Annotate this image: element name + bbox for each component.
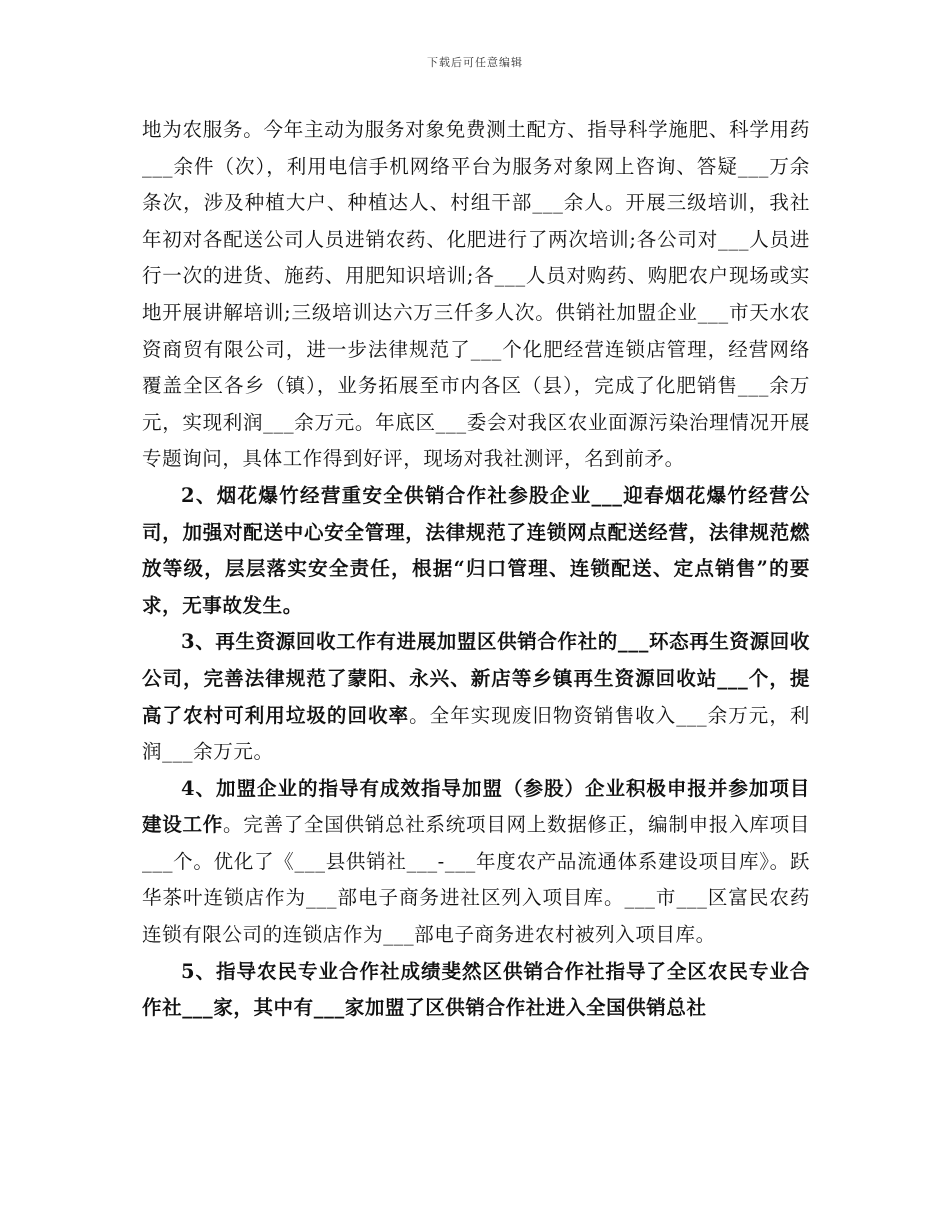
page-header-note: 下载后可任意编辑 [427, 56, 523, 69]
paragraph-1 [142, 112, 810, 478]
paragraph-2-heading: 2、烟花爆竹经营重安全供销合作社参股企业___迎春烟花爆竹经营公司，加强对配送中心安全管理，法律规范了连锁网点配送经营，法律规范燃放等级，层层落实安全责任，根据“归口管理、连锁配送、定点销售”的要求，无事故发生。 [142, 483, 810, 617]
paragraph-4-heading: 4、加盟企业的指导有成效指导加盟（参股）企业积极申报并参加项目建设工作 [142, 776, 810, 837]
paragraph-4 [142, 771, 810, 954]
paragraph-5-heading: 5、指导农民专业合作社成绩斐然区供销合作社指导了全区农民专业合作社___家，其中有___家加盟了区供销合作社进入全国供销总社 [142, 959, 810, 1020]
paragraph-5 [142, 954, 810, 1027]
paragraph-3 [142, 624, 810, 770]
paragraph-1-text: 地为农服务。今年主动为服务对象免费测土配方、指导科学施肥、科学用药___余件（次），利用电信手机网络平台为服务对象网上咨询、答疑___万余条次，涉及种植大户、种植达人、村组干部___余人。开展三级培训，我社年初对各配送公司人员进销农药、化肥进行了两次培训;各公司对___人员进行一次的进货、施药、用肥知识培训;各___人员对购药、购肥农户现场或实地开展讲解培训;三级培训达六万三仟多人次。供销社加盟企业___市天水农资商贸有限公司，进一步法律规范了___个化肥经营连锁店管理，经营网络覆盖全区各乡（镇），业务拓展至市内各区（县），完成了化肥销售___余万元，实现利润___余万元。年底区___委会对我区农业面源污染治理情况开展专题询问，具体工作得到好评，现场对我社测评，名到前矛。 [142, 118, 810, 471]
paragraph-3-text: 。全年实现废旧物资销售收入___余万元，利润___余万元。 [142, 703, 810, 764]
paragraph-4-text: 。完善了全国供销总社系统项目网上数据修正，编制申报入库项目___个。优化了《___县供销社___-___年度农产品流通体系建设项目库》。跃华茶叶连锁店作为___部电子商务进社区列入项目库。___市___区富民农药连锁有限公司的连锁店作为___部电子商务进农村被列入项目库。 [142, 813, 811, 947]
document-body [142, 112, 810, 1027]
paragraph-3-heading: 3、再生资源回收工作有进展加盟区供销合作社的___环态再生资源回收公司，完善法律规范了蒙阳、永兴、新店等乡镇再生资源回收站___个，提高了农村可利用垃圾的回收率 [142, 630, 810, 727]
paragraph-2 [142, 478, 810, 624]
